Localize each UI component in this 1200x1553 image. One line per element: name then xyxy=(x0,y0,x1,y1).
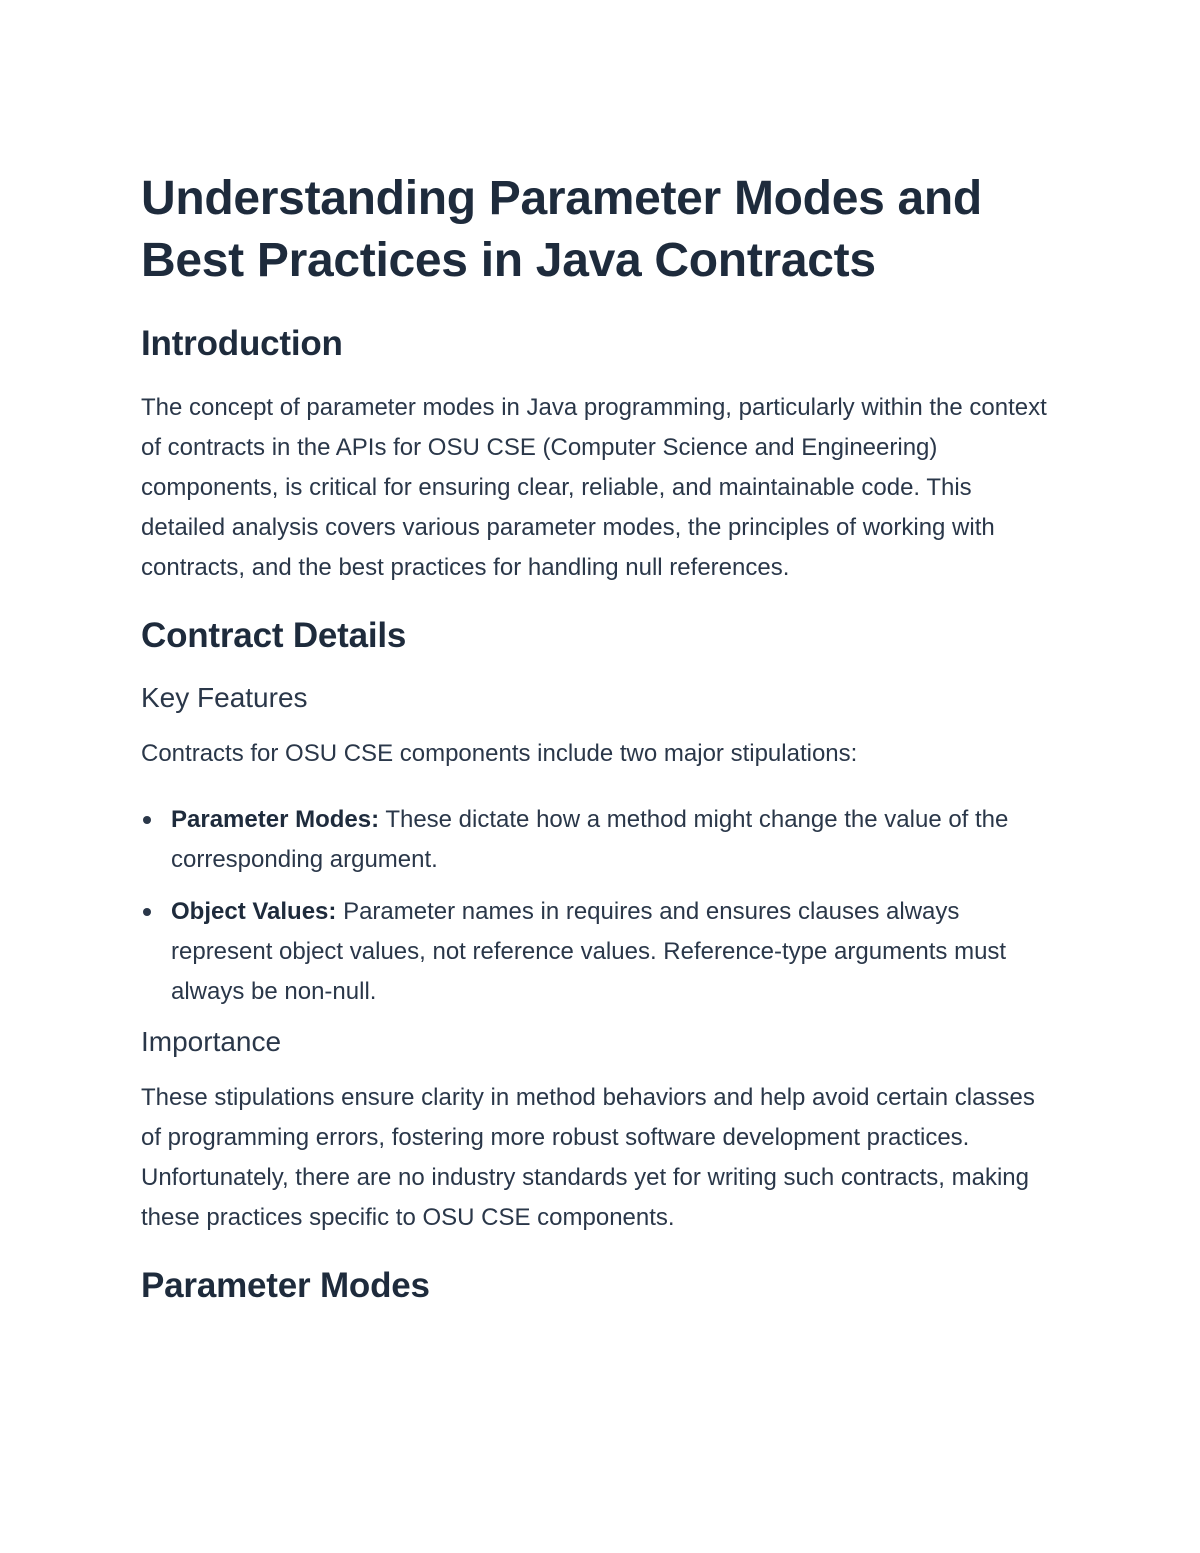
section-heading-contract-details: Contract Details xyxy=(141,616,407,655)
list-item-text: Parameter names in requires and ensures clauses always represent object values, not reference values. Reference-type arguments must always be non-null. xyxy=(171,898,1007,1005)
list-item xyxy=(141,800,1061,880)
document-title: Understanding Parameter Modes and Best Practices in Java Contracts xyxy=(141,172,982,287)
key-features-list xyxy=(141,800,1061,1012)
subsection-heading-importance: Importance xyxy=(141,1026,282,1057)
bullet-icon xyxy=(143,816,151,824)
section-heading-introduction: Introduction xyxy=(141,324,343,363)
list-item-term: Object Values: xyxy=(171,898,337,925)
list-item-term: Parameter Modes: xyxy=(171,806,380,833)
list-item xyxy=(141,892,1061,1012)
importance-paragraph: These stipulations ensure clarity in method behaviors and help avoid certain classes of programming errors, fostering more robust software development practices. Unfortunately, there are no industry standards yet for writing such contracts, making these practices specific to OSU CSE components. xyxy=(141,1084,1035,1231)
key-features-lead: Contracts for OSU CSE components include two major stipulations: xyxy=(141,740,858,767)
bullet-icon xyxy=(143,908,151,916)
introduction-paragraph: The concept of parameter modes in Java programming, particularly within the context of contracts in the APIs for OSU CSE (Computer Science and Engineering) components, is critical for ensuring clear, reliable, and maintainable code. This detailed analysis covers various parameter modes, the principles of working with contracts, and the best practices for handling null references. xyxy=(141,394,1047,581)
list-item-text: These dictate how a method might change the value of the corresponding argument. xyxy=(171,806,1009,873)
document-page xyxy=(141,168,1061,1330)
section-heading-parameter-modes: Parameter Modes xyxy=(141,1266,430,1305)
subsection-heading-key-features: Key Features xyxy=(141,682,308,713)
